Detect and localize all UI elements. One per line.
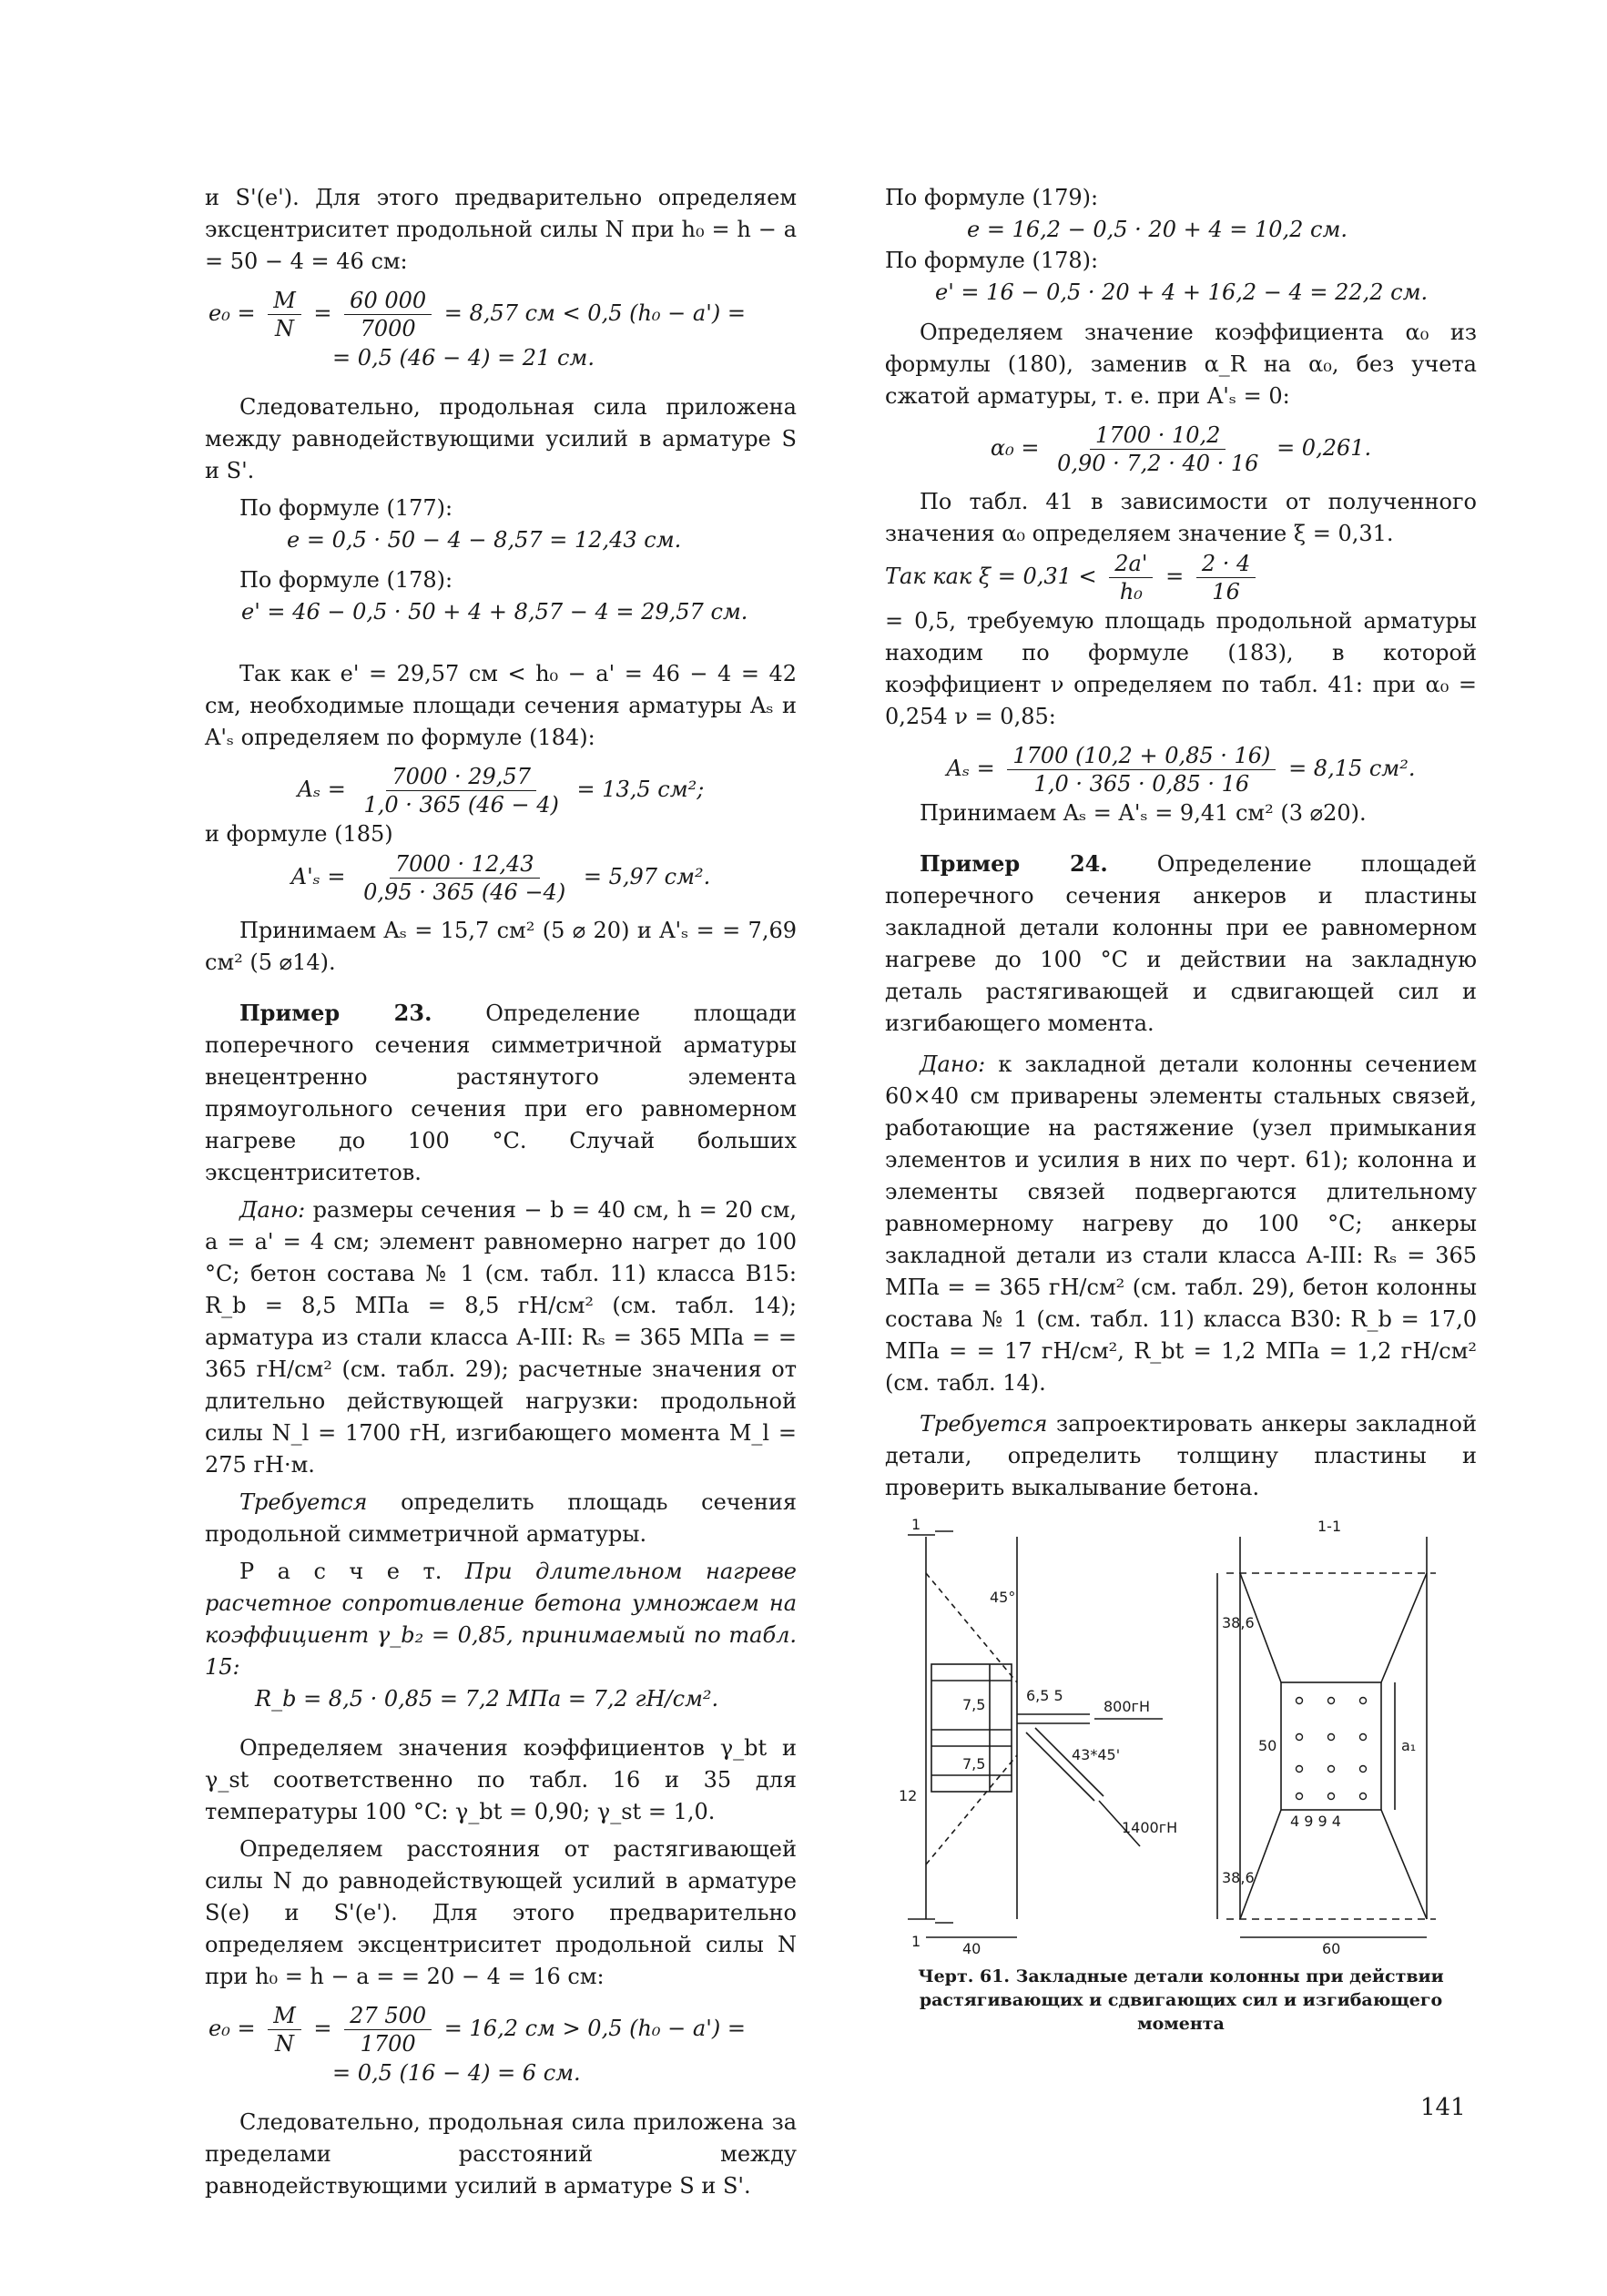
formula-e0-second: e₀ = $\frac{M}{N}$ = $\frac{27 500}{1700}$ = 16,2 см > 0,5 (h₀ − a') =	[209, 2003, 746, 2057]
formula-As: Aₛ = $\frac{7000 \cdot 29,57}{1,0 \cdot 365 (46 - 4)}$ = 13,5 см²;	[297, 764, 705, 818]
formula: R_b = 8,5 · 0,85 = 7,2 МПа = 7,2 гН/см².	[255, 1686, 719, 1712]
section-title: 1-1	[1317, 1519, 1342, 1535]
formula: e = 0,5 · 50 − 4 − 8,57 = 12,43 см.	[287, 527, 682, 553]
paragraph: Определяем значения коэффициентов γ_bt и γ_st соответственно по табл. 16 и 35 для температуры 100 °С: γ_bt = 0,90; γ_st = 1,0.	[205, 1735, 797, 1824]
paragraph: = 0,5, требуемую площадь продольной арматуры находим по формуле (183), в которой коэффициент ν определяем по табл. 41: при α₀ = 0,254 ν = 0,85:	[885, 608, 1477, 729]
paragraph: Так как e' = 29,57 см < h₀ − a' = 46 − 4 = 42 см, необходимые площади сечения арматуры Aₛ и A'ₛ определяем по формуле (184):	[205, 661, 797, 750]
angle-label-43: 43*45'	[1072, 1746, 1121, 1763]
paragraph-required: Требуется определить площадь сечения продольной симметричной арматуры.	[205, 1489, 797, 1547]
force-label-800: 800гН	[1104, 1698, 1150, 1715]
figure-drawing	[899, 1519, 1463, 1956]
right-column	[885, 182, 1477, 2036]
paragraph: По формуле (178):	[239, 567, 453, 593]
paragraph: Принимаем Aₛ = 15,7 см² (5 ⌀ 20) и A'ₛ = = 7,69 см² (5 ⌀14).	[205, 918, 797, 975]
force-label-1400: 1400гН	[1122, 1819, 1178, 1836]
paragraph: По формуле (178):	[885, 248, 1099, 273]
formula: e' = 46 − 0,5 · 50 + 4 + 8,57 − 4 = 29,57 см.	[241, 599, 748, 625]
dim-65: 6,5 5	[1026, 1687, 1063, 1704]
paragraph: Определяем значение коэффициента α₀ из формулы (180), заменив α_R на α₀, без учета сжатой арматуры, т. е. при A'ₛ = 0:	[885, 320, 1477, 409]
paragraph: По формуле (177):	[239, 495, 453, 521]
formula-As-prime: A'ₛ = $\frac{7000 \cdot 12,43}{0,95 \cdot 365 (46 -4)}$ = 5,97 см².	[290, 851, 711, 905]
dim-386a: 38,6	[1222, 1614, 1255, 1631]
example-23: Пример 23. Определение площади поперечного сечения симметричной арматуры внецентренно растянутого элемента прямоугольного сечения при его равномерном нагреве до 100 °С. Случай больших эксцентриситетов.	[205, 1000, 797, 1185]
paragraph-given: Дано: к закладной детали колонны сечением 60×40 см приварены элементы стальных связей, работающие на растяжение (узел примыкания элементов и усилия в них по черт. 61); колонна и элементы связей подвергаются длительному равномерному нагреву до 100 °С; анкеры закладной детали из стали класса А-III: Rₛ = 365 МПа = = 365 гН/см² (см. табл. 29), бетон колонны состава № 1 (см. табл. 11) класса В30: R_b = 17,0 МПа = = 17 гН/см², R_bt = 1,2 МПа = 1,2 гН/см² (см. табл. 14).	[885, 1051, 1478, 1396]
paragraph-given: Дано: размеры сечения − b = 40 см, h = 20 см, a = a' = 4 см; элемент равномерно нагрет до 100 °С; бетон состава № 1 (см. табл. 11) класса В15: R_b = 8,5 МПа = 8,5 гН/см² (см. табл. 14); арматура из стали класса А-III: Rₛ = 365 МПа = = 365 гН/см² (см. табл. 29); расчетные значения от длительно действующей нагрузки: продольной силы N_l = 1700 гН, изгибающего момента M_l = 275 гН·м.	[205, 1197, 798, 1478]
formula-e0: e₀ = $\frac{M}{N}$ = $\frac{60 000}{7000}$ = 8,57 см < 0,5 (h₀ − a') =	[209, 288, 746, 341]
formula: e' = 16 − 0,5 · 20 + 4 + 16,2 − 4 = 22,2 см.	[935, 279, 1429, 305]
dim-12: 12	[899, 1787, 918, 1804]
formula-As-right: Aₛ = $\frac{1700 (10,2 + 0,85 \cdot 16)}{1,0 \cdot 365 \cdot 0,85 \cdot 16}$ = 8,15 см².	[946, 743, 1416, 797]
anchor-holes	[1297, 1698, 1367, 1800]
formula-line: = 0,5 (16 − 4) = 6 см.	[332, 2060, 581, 2086]
dim-60: 60	[1322, 1940, 1341, 1956]
dim-40: 40	[962, 1940, 981, 1956]
section-mark-bottom: 1	[911, 1933, 921, 1950]
dim-50: 50	[1258, 1737, 1277, 1754]
angle-label: 45°	[990, 1589, 1016, 1606]
dim-75b: 7,5	[962, 1755, 986, 1773]
formula-alpha0: α₀ = $\frac{1700 \cdot 10,2}{0,90 \cdot 7,2 \cdot 40 \cdot 16}$ = 0,261.	[990, 422, 1372, 476]
paragraph: Принимаем Aₛ = A'ₛ = 9,41 см² (3 ⌀20).	[920, 800, 1367, 826]
paragraph: и S'(e'). Для этого предварительно определяем эксцентриситет продольной силы N при h₀ = h − a = 50 − 4 = 46 см:	[205, 185, 797, 274]
paragraph-calc: Р а с ч е т. При длительном нагреве расчетное сопротивление бетона умножаем на коэффициент γ_b₂ = 0,85, принимаемый по табл. 15:	[205, 1559, 797, 1680]
page-number: 141	[1420, 2094, 1466, 2121]
formula-line: = 0,5 (46 − 4) = 21 см.	[332, 345, 595, 371]
paragraph: и формуле (185)	[205, 821, 393, 847]
paragraph: По формуле (179):	[885, 185, 1099, 210]
dim-plate: 4 9 9 4	[1290, 1813, 1341, 1830]
column-elevation	[908, 1531, 1163, 1937]
paragraph: Определяем расстояния от растягивающей силы N до равнодействующей усилий в арматуре S(e) и S'(e'). Для этого предварительно определяем эксцентриситет продольной силы N при h₀ = h − a = = 20 − 4 = 16 см:	[205, 1836, 797, 1989]
figure-caption: Черт. 61. Закладные детали колонны при действии растягивающих и сдвигающих сил и изгибающего момента	[918, 1966, 1444, 2034]
example-24: Пример 24. Определение площадей поперечного сечения анкеров и пластины закладной детали колонны при ее равномерном нагреве до 100 °С и действии на закладную деталь растягивающей и сдвигающей сил и изгибающего момента.	[885, 850, 1477, 1036]
formula: e = 16,2 − 0,5 · 20 + 4 = 10,2 см.	[967, 217, 1348, 242]
section-mark-top: 1	[911, 1519, 921, 1533]
dim-386b: 38,6	[1222, 1869, 1255, 1886]
dim-a1: a₁	[1401, 1737, 1417, 1754]
formula-xi: Так как ξ = 0,31 < $\frac{2a'}{\text{h₀}}$ = $\frac{2 \cdot 4}{16}$	[885, 550, 1477, 605]
paragraph-required: Требуется запроектировать анкеры закладной детали, определить толщину пластины и проверить выкалывание бетона.	[885, 1411, 1477, 1500]
paragraph: Следовательно, продольная сила приложена за пределами расстояний между равнодействующими усилий в арматуре S и S'.	[205, 2109, 797, 2199]
paragraph: По табл. 41 в зависимости от полученного значения α₀ определяем значение ξ = 0,31.	[885, 489, 1477, 546]
paragraph: Следовательно, продольная сила приложена между равнодействующими усилий в арматуре S и S'.	[205, 394, 797, 483]
left-column	[205, 182, 797, 2202]
dim-75a: 7,5	[962, 1696, 986, 1713]
